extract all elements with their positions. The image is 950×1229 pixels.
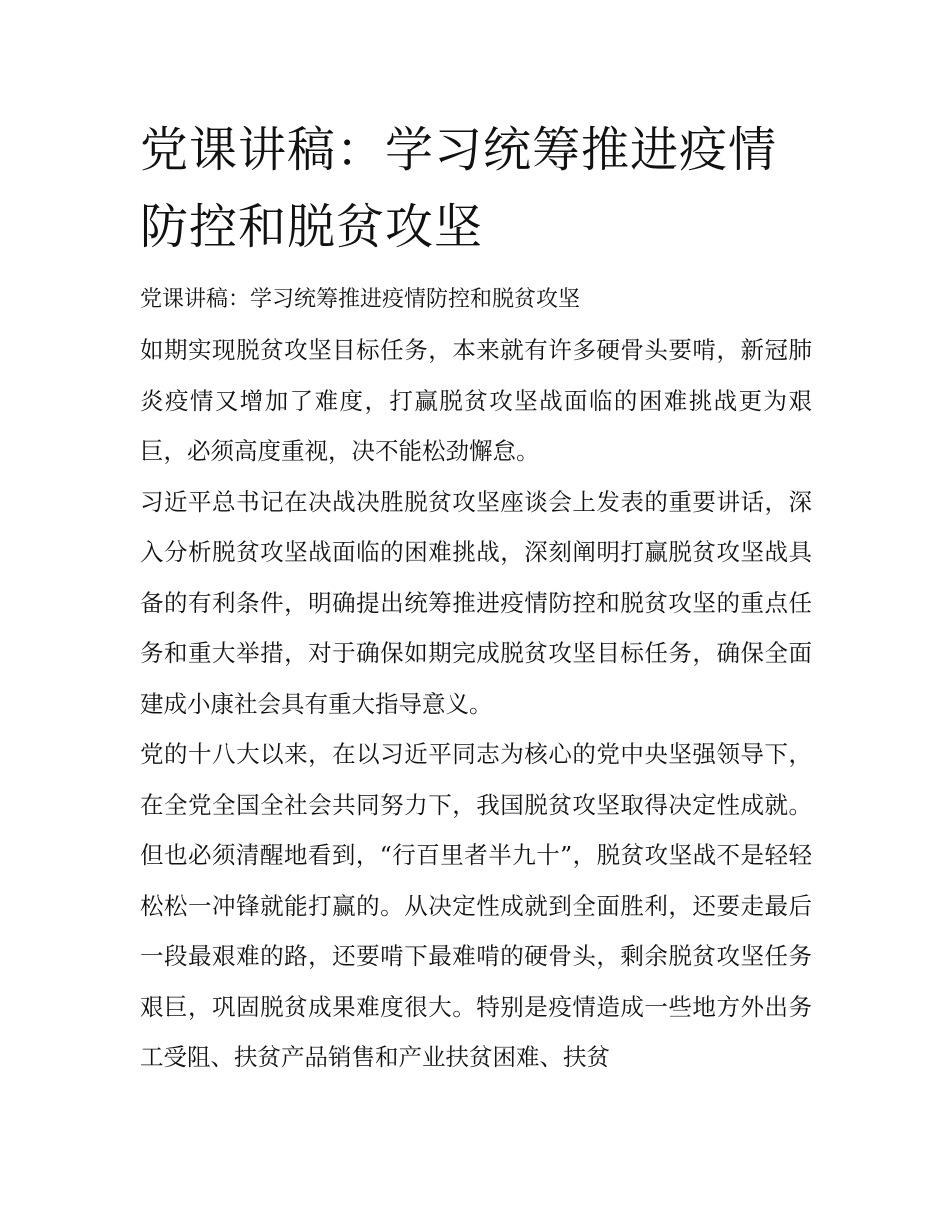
paragraph-2: 习近平总书记在决战决胜脱贫攻坚座谈会上发表的重要讲话，深入分析脱贫攻坚战面临的困难挑战，深刻阐明打赢脱贫攻坚战具备的有利条件，明确提出统筹推进疫情防控和脱贫攻坚的重点任务和重大举措，对于确保如期完成脱贫攻坚目标任务，确保全面建成小康社会具有重大指导意义。 <box>140 487 812 718</box>
document-subtitle: 党课讲稿：学习统筹推进疫情防控和脱贫攻坚 <box>140 287 581 312</box>
paragraph-3: 党的十八大以来，在以习近平同志为核心的党中央坚强领导下，在全党全国全社会共同努力下，我国脱贫攻坚取得决定性成就。但也必须清醒地看到，“行百里者半九十”，脱贫攻坚战不是轻轻松松一冲锋就能打赢的。从决定性成就到全面胜利，还要走最后一段最艰难的路，还要啃下最难啃的硬骨头，剩余脱贫攻坚任务艰巨，巩固脱贫成果难度很大。特别是疫情造成一些地方外出务工受阻、扶贫产品销售和产业扶贫困难、扶贫 <box>140 740 812 1071</box>
paragraph-1: 如期实现脱贫攻坚目标任务，本来就有许多硬骨头要啃，新冠肺炎疫情又增加了难度，打赢脱贫攻坚战面临的困难挑战更为艰巨，必须高度重视，决不能松劲懈怠。 <box>140 336 812 465</box>
document-title: 党课讲稿：学习统筹推进疫情防控和脱贫攻坚 <box>140 122 778 255</box>
document-page <box>140 112 812 1083</box>
